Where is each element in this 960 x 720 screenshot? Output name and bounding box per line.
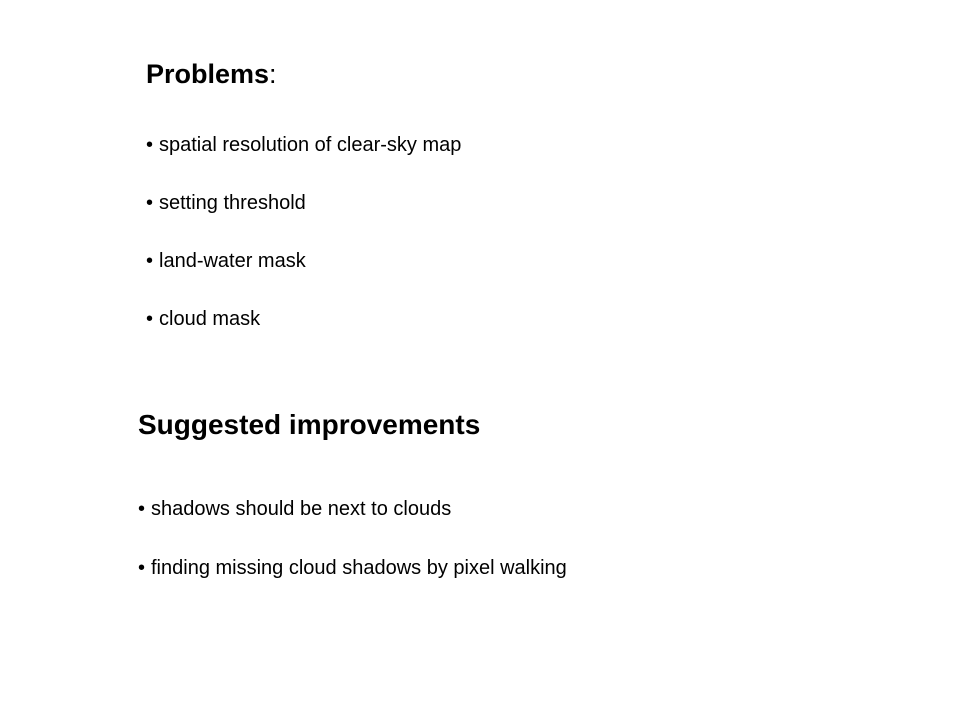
list-item — [138, 555, 567, 614]
list-item — [146, 132, 461, 190]
problems-heading — [146, 55, 277, 93]
bullet-icon: • — [138, 498, 146, 520]
bullet-icon: • — [146, 134, 154, 156]
list-item — [146, 248, 461, 306]
bullet-icon: • — [146, 308, 154, 330]
list-item — [138, 496, 567, 555]
list-item-text: shadows should be next to clouds — [151, 498, 452, 520]
problems-heading-text: Problems — [146, 59, 270, 89]
improvements-heading: Suggested improvements — [138, 409, 481, 440]
list-item-text: finding missing cloud shadows by pixel walking — [151, 557, 567, 579]
list-item-text: cloud mask — [159, 308, 261, 330]
problems-heading-colon: : — [269, 59, 277, 89]
problems-list — [146, 132, 461, 364]
list-item-text: spatial resolution of clear-sky map — [159, 134, 462, 156]
list-item-text: setting threshold — [159, 192, 306, 214]
list-item — [146, 306, 461, 364]
list-item-text: land-water mask — [159, 250, 306, 272]
bullet-icon: • — [138, 557, 146, 579]
list-item — [146, 190, 461, 248]
improvements-list — [138, 496, 567, 614]
bullet-icon: • — [146, 192, 154, 214]
bullet-icon: • — [146, 250, 154, 272]
